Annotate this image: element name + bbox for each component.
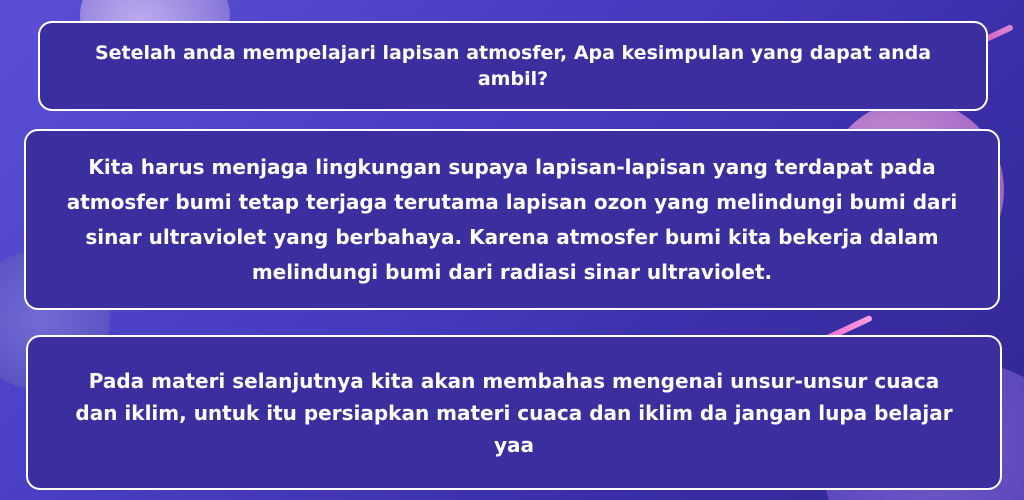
question-text: Setelah anda mempelajari lapisan atmosfer, Apa kesimpulan yang dapat anda ambil? — [94, 42, 932, 90]
next-topic-box — [26, 335, 1002, 490]
question-box — [38, 21, 988, 111]
answer-text: Kita harus menjaga lingkungan supaya lapisan-lapisan yang terdapat pada atmosfer bumi tetap terjaga terutama lapisan ozon yang melindungi bumi dari sinar ultraviolet yang berbahaya. Karena atmosfer bumi kita bekerja dalam melindungi bumi dari radiasi sinar ultraviolet. — [66, 154, 958, 284]
next-topic-text: Pada materi selanjutnya kita akan membahas mengenai unsur-unsur cuaca dan iklim, untuk itu persiapkan materi cuaca dan iklim da jangan lupa belajar yaa — [75, 368, 953, 457]
meteor-decoration — [984, 24, 1014, 42]
answer-box — [24, 129, 1000, 310]
